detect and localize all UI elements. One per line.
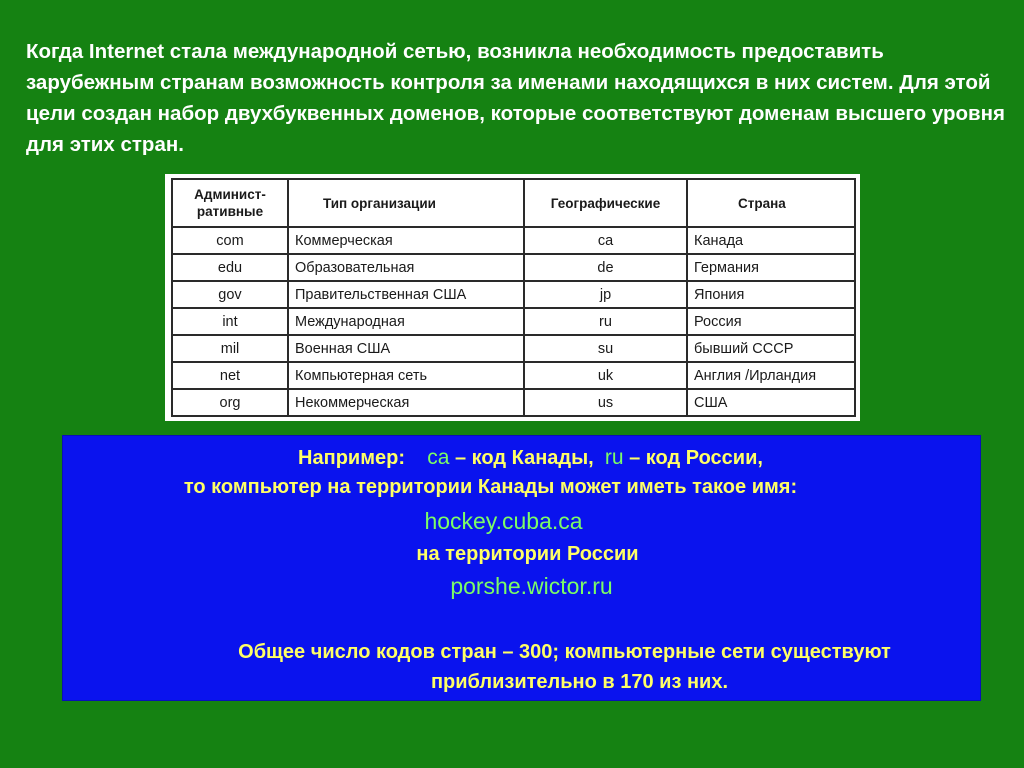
table-row xyxy=(172,254,855,281)
cell-geo: su xyxy=(524,335,687,362)
code-ru: ru xyxy=(604,446,624,469)
cell-country: США xyxy=(687,389,855,416)
example-codes-line xyxy=(63,445,980,471)
canada-host-intro: то компьютер на территории Канады может иметь такое имя: xyxy=(183,476,798,498)
cell-admin: int xyxy=(172,308,288,335)
cell-country: Англия /Ирландия xyxy=(687,362,855,389)
host-russia: porshe.wictor.ru xyxy=(450,573,613,599)
domain-table xyxy=(171,178,856,417)
cell-org-type: Военная США xyxy=(288,335,524,362)
cell-geo: us xyxy=(524,389,687,416)
domain-table-image xyxy=(165,174,860,421)
cell-country: Германия xyxy=(687,254,855,281)
header-org-type: Тип организации xyxy=(288,179,524,227)
code-ca: ca xyxy=(427,446,450,469)
intro-paragraph: Когда Internet стала международной сетью, возникла необходимость предоставить зарубежным странам возможность контроля за именами находящихся в них систем. Для этой цели создан набор двухбуквенных доменов, которые соответствуют доменам высшего уровня для этих стран. xyxy=(26,40,1005,156)
cell-admin: gov xyxy=(172,281,288,308)
cell-admin: mil xyxy=(172,335,288,362)
cell-country: Россия xyxy=(687,308,855,335)
russia-host-intro: на территории России xyxy=(416,543,639,565)
cell-country: бывший СССР xyxy=(687,335,855,362)
table-row xyxy=(172,362,855,389)
summary-line-2: приблизительно в 170 из них. xyxy=(430,671,729,693)
host-canada: hockey.cuba.ca xyxy=(424,508,583,534)
code-ca-desc: – код Канады, xyxy=(454,447,594,469)
cell-org-type: Коммерческая xyxy=(288,227,524,254)
header-admin: Админист- ративные xyxy=(172,179,288,227)
table-row xyxy=(172,308,855,335)
cell-org-type: Некоммерческая xyxy=(288,389,524,416)
cell-admin: edu xyxy=(172,254,288,281)
cell-geo: ca xyxy=(524,227,687,254)
example-box xyxy=(62,435,981,701)
header-geo: Географические xyxy=(524,179,687,227)
header-country: Страна xyxy=(687,179,855,227)
cell-geo: jp xyxy=(524,281,687,308)
cell-org-type: Правительственная США xyxy=(288,281,524,308)
table-header-row xyxy=(172,179,855,227)
code-ru-desc: – код России, xyxy=(629,447,763,469)
cell-org-type: Международная xyxy=(288,308,524,335)
cell-admin: com xyxy=(172,227,288,254)
table-row xyxy=(172,281,855,308)
cell-org-type: Образовательная xyxy=(288,254,524,281)
table-row xyxy=(172,227,855,254)
cell-admin: net xyxy=(172,362,288,389)
cell-geo: uk xyxy=(524,362,687,389)
example-prefix: Например: xyxy=(298,447,405,469)
cell-country: Канада xyxy=(687,227,855,254)
table-row xyxy=(172,335,855,362)
summary-line-1: Общее число кодов стран – 300; компьютерные сети существуют xyxy=(238,641,891,663)
table-row xyxy=(172,389,855,416)
cell-geo: de xyxy=(524,254,687,281)
cell-org-type: Компьютерная сеть xyxy=(288,362,524,389)
cell-geo: ru xyxy=(524,308,687,335)
cell-admin: org xyxy=(172,389,288,416)
cell-country: Япония xyxy=(687,281,855,308)
